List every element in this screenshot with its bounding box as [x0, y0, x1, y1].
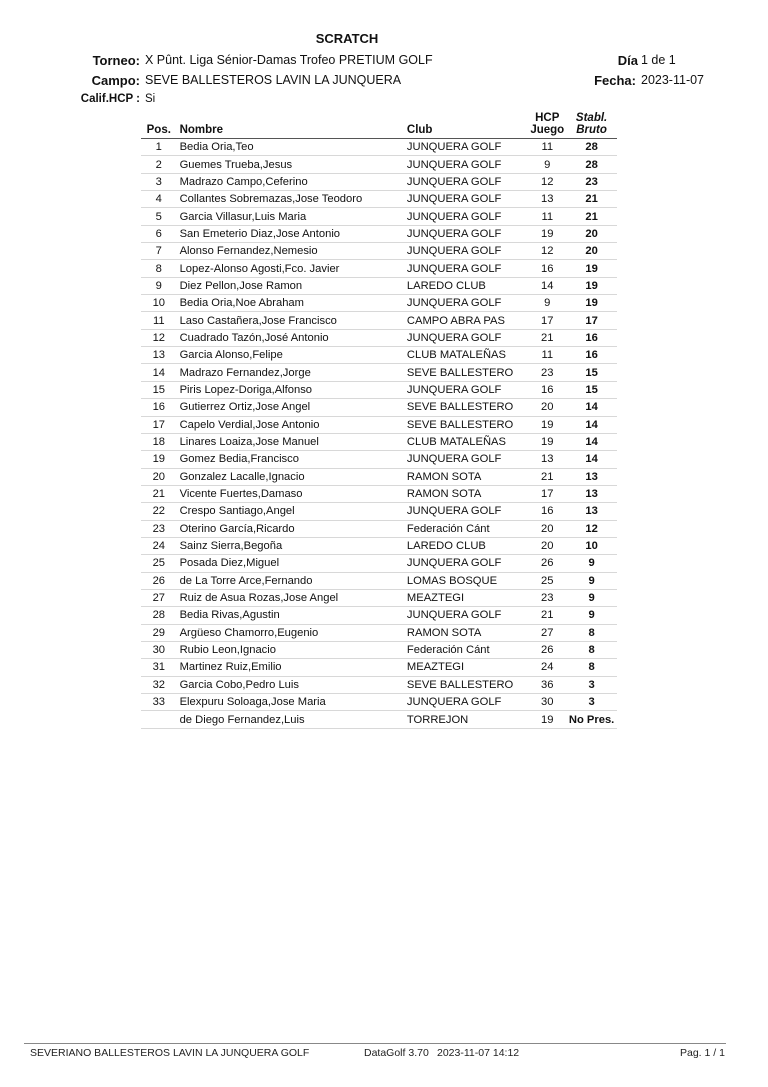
footer-printed: 2023-11-07 14:12 [437, 1047, 520, 1059]
cell-pos: 25 [141, 555, 177, 572]
cell-pos: 23 [141, 520, 177, 537]
header-hcp-line1: HCP [535, 112, 560, 124]
fecha-value: 2023-11-07 [641, 73, 705, 87]
table-row [141, 260, 617, 277]
cell-name: Madrazo Campo,Ceferino [177, 173, 407, 190]
cell-bruto: 3 [566, 694, 617, 711]
cell-club: CLUB MATALEÑAS [407, 433, 528, 450]
table-row [141, 451, 617, 468]
cell-club: LOMAS BOSQUE [407, 572, 528, 589]
cell-bruto: 15 [566, 364, 617, 381]
cell-name: Lopez-Alonso Agosti,Fco. Javier [177, 260, 407, 277]
cell-club: JUNQUERA GOLF [407, 260, 528, 277]
fecha-label: Fecha: [594, 73, 636, 88]
cell-pos: 2 [141, 156, 177, 173]
cell-name: Vicente Fuertes,Damaso [177, 485, 407, 502]
cell-name: Linares Loaiza,Jose Manuel [177, 433, 407, 450]
cell-pos: 12 [141, 329, 177, 346]
cell-pos: 27 [141, 589, 177, 606]
cell-pos: 14 [141, 364, 177, 381]
header-bruto [566, 112, 617, 139]
cell-hcp: 19 [528, 433, 566, 450]
cell-bruto: 19 [566, 277, 617, 294]
calif-hcp-value: Si [145, 93, 156, 105]
cell-name: Gonzalez Lacalle,Ignacio [177, 468, 407, 485]
cell-pos: 29 [141, 624, 177, 641]
cell-pos: 30 [141, 641, 177, 658]
cell-name: Argüeso Chamorro,Eugenio [177, 624, 407, 641]
cell-hcp: 11 [528, 139, 566, 156]
cell-pos: 13 [141, 347, 177, 364]
cell-name: Sainz Sierra,Begoña [177, 537, 407, 554]
cell-club: RAMON SOTA [407, 624, 528, 641]
table-row [141, 485, 617, 502]
cell-hcp: 12 [528, 173, 566, 190]
cell-hcp: 9 [528, 156, 566, 173]
cell-name: Collantes Sobremazas,Jose Teodoro [177, 191, 407, 208]
cell-hcp: 12 [528, 243, 566, 260]
cell-hcp: 21 [528, 607, 566, 624]
cell-bruto: 8 [566, 624, 617, 641]
cell-pos: 32 [141, 676, 177, 693]
cell-bruto: 20 [566, 243, 617, 260]
table-row [141, 208, 617, 225]
cell-name: de La Torre Arce,Fernando [177, 572, 407, 589]
table-row [141, 277, 617, 294]
table-row [141, 676, 617, 693]
cell-bruto: 10 [566, 537, 617, 554]
footer-course: SEVERIANO BALLESTEROS LAVIN LA JUNQUERA GOLF [30, 1047, 310, 1059]
header-bruto-line1: Stabl. [575, 112, 608, 124]
table-row [141, 381, 617, 398]
dia-value: 1 de 1 [641, 53, 676, 67]
cell-pos [141, 711, 177, 728]
cell-name: Posada Diez,Miguel [177, 555, 407, 572]
cell-club: RAMON SOTA [407, 485, 528, 502]
cell-pos: 22 [141, 503, 177, 520]
cell-bruto: 9 [566, 555, 617, 572]
cell-hcp: 14 [528, 277, 566, 294]
table-row [141, 364, 617, 381]
header-club: Club [407, 112, 528, 139]
cell-club: TORREJON [407, 711, 528, 728]
cell-pos: 19 [141, 451, 177, 468]
cell-pos: 20 [141, 468, 177, 485]
cell-hcp: 36 [528, 676, 566, 693]
cell-club: JUNQUERA GOLF [407, 173, 528, 190]
cell-club: JUNQUERA GOLF [407, 156, 528, 173]
cell-bruto: 15 [566, 381, 617, 398]
cell-club: JUNQUERA GOLF [407, 555, 528, 572]
table-row [141, 312, 617, 329]
cell-hcp: 9 [528, 295, 566, 312]
cell-name: Cuadrado Tazón,José Antonio [177, 329, 407, 346]
cell-name: Elexpuru Soloaga,Jose Maria [177, 694, 407, 711]
table-row [141, 191, 617, 208]
cell-pos: 11 [141, 312, 177, 329]
cell-hcp: 30 [528, 694, 566, 711]
cell-club: JUNQUERA GOLF [407, 694, 528, 711]
cell-pos: 1 [141, 139, 177, 156]
cell-club: SEVE BALLESTERO [407, 676, 528, 693]
cell-name: Gutierrez Ortiz,Jose Angel [177, 399, 407, 416]
cell-club: JUNQUERA GOLF [407, 243, 528, 260]
cell-pos: 31 [141, 659, 177, 676]
table-row [141, 139, 617, 156]
cell-club: SEVE BALLESTERO [407, 364, 528, 381]
cell-name: Garcia Alonso,Felipe [177, 347, 407, 364]
table-row [141, 173, 617, 190]
header-nombre: Nombre [177, 112, 407, 139]
cell-pos: 21 [141, 485, 177, 502]
cell-club: JUNQUERA GOLF [407, 451, 528, 468]
cell-club: JUNQUERA GOLF [407, 503, 528, 520]
cell-pos: 15 [141, 381, 177, 398]
cell-bruto: 14 [566, 399, 617, 416]
cell-bruto: 21 [566, 208, 617, 225]
cell-club: JUNQUERA GOLF [407, 329, 528, 346]
cell-name: Ruiz de Asua Rozas,Jose Angel [177, 589, 407, 606]
footer-page: Pag. 1 / 1 [680, 1047, 725, 1059]
table-row [141, 537, 617, 554]
cell-name: Bedia Oria,Teo [177, 139, 407, 156]
cell-hcp: 21 [528, 329, 566, 346]
cell-club: SEVE BALLESTERO [407, 399, 528, 416]
table-row [141, 624, 617, 641]
cell-name: Bedia Rivas,Agustin [177, 607, 407, 624]
cell-name: Capelo Verdial,Jose Antonio [177, 416, 407, 433]
cell-bruto: 20 [566, 225, 617, 242]
table-row [141, 711, 617, 728]
cell-name: Bedia Oria,Noe Abraham [177, 295, 407, 312]
cell-pos: 17 [141, 416, 177, 433]
cell-name: Oterino García,Ricardo [177, 520, 407, 537]
cell-name: Laso Castañera,Jose Francisco [177, 312, 407, 329]
footer-software: DataGolf 3.70 [364, 1047, 429, 1059]
cell-bruto: 12 [566, 520, 617, 537]
cell-club: RAMON SOTA [407, 468, 528, 485]
header-hcp-line2: Juego [530, 124, 565, 136]
cell-club: MEAZTEGI [407, 659, 528, 676]
cell-name: Crespo Santiago,Angel [177, 503, 407, 520]
table-row [141, 589, 617, 606]
cell-bruto: 3 [566, 676, 617, 693]
cell-bruto: 28 [566, 156, 617, 173]
campo-value: SEVE BALLESTEROS LAVIN LA JUNQUERA [145, 73, 402, 87]
table-row [141, 243, 617, 260]
cell-name: Alonso Fernandez,Nemesio [177, 243, 407, 260]
cell-name: Martinez Ruiz,Emilio [177, 659, 407, 676]
table-row [141, 295, 617, 312]
table-row [141, 347, 617, 364]
table-row [141, 659, 617, 676]
table-row [141, 555, 617, 572]
header-hcp [528, 112, 566, 139]
cell-club: CAMPO ABRA PAS [407, 312, 528, 329]
cell-bruto: 14 [566, 451, 617, 468]
table-header-row [141, 112, 617, 139]
cell-hcp: 20 [528, 520, 566, 537]
cell-pos: 24 [141, 537, 177, 554]
cell-club: JUNQUERA GOLF [407, 225, 528, 242]
table-row [141, 399, 617, 416]
table-row [141, 329, 617, 346]
table-row [141, 641, 617, 658]
cell-bruto: 9 [566, 572, 617, 589]
cell-name: San Emeterio Diaz,Jose Antonio [177, 225, 407, 242]
cell-bruto: 9 [566, 607, 617, 624]
cell-hcp: 27 [528, 624, 566, 641]
cell-pos: 16 [141, 399, 177, 416]
cell-hcp: 23 [528, 364, 566, 381]
cell-name: de Diego Fernandez,Luis [177, 711, 407, 728]
cell-pos: 33 [141, 694, 177, 711]
cell-bruto: 28 [566, 139, 617, 156]
cell-bruto: 16 [566, 329, 617, 346]
cell-bruto: 8 [566, 659, 617, 676]
cell-name: Garcia Villasur,Luis Maria [177, 208, 407, 225]
cell-hcp: 21 [528, 468, 566, 485]
cell-club: LAREDO CLUB [407, 537, 528, 554]
cell-hcp: 26 [528, 555, 566, 572]
torneo-value: X Pûnt. Liga Sénior-Damas Trofeo PRETIUM GOLF [145, 53, 433, 67]
cell-bruto: 14 [566, 433, 617, 450]
cell-hcp: 26 [528, 641, 566, 658]
cell-pos: 5 [141, 208, 177, 225]
cell-bruto: 23 [566, 173, 617, 190]
cell-club: Federación Cánt [407, 520, 528, 537]
results-body [141, 139, 617, 729]
cell-name: Garcia Cobo,Pedro Luis [177, 676, 407, 693]
cell-club: SEVE BALLESTERO [407, 416, 528, 433]
cell-club: JUNQUERA GOLF [407, 208, 528, 225]
cell-hcp: 16 [528, 260, 566, 277]
cell-club: LAREDO CLUB [407, 277, 528, 294]
cell-hcp: 20 [528, 399, 566, 416]
cell-hcp: 16 [528, 381, 566, 398]
table-row [141, 572, 617, 589]
cell-name: Piris Lopez-Doriga,Alfonso [177, 381, 407, 398]
cell-name: Guemes Trueba,Jesus [177, 156, 407, 173]
cell-name: Madrazo Fernandez,Jorge [177, 364, 407, 381]
cell-pos: 9 [141, 277, 177, 294]
cell-bruto: 13 [566, 485, 617, 502]
cell-club: JUNQUERA GOLF [407, 295, 528, 312]
table-row [141, 607, 617, 624]
cell-pos: 26 [141, 572, 177, 589]
cell-name: Diez Pellon,Jose Ramon [177, 277, 407, 294]
header-pos: Pos. [141, 112, 177, 139]
table-row [141, 156, 617, 173]
cell-bruto: 14 [566, 416, 617, 433]
cell-bruto: 13 [566, 468, 617, 485]
cell-pos: 18 [141, 433, 177, 450]
campo-label: Campo: [91, 73, 140, 88]
table-row [141, 225, 617, 242]
cell-hcp: 11 [528, 347, 566, 364]
calif-hcp-label: Calif.HCP : [80, 93, 140, 105]
cell-hcp: 16 [528, 503, 566, 520]
cell-pos: 8 [141, 260, 177, 277]
footer-divider [24, 1043, 726, 1044]
torneo-label: Torneo: [92, 53, 140, 68]
table-row [141, 433, 617, 450]
cell-bruto: 19 [566, 260, 617, 277]
cell-club: Federación Cánt [407, 641, 528, 658]
cell-club: MEAZTEGI [407, 589, 528, 606]
cell-bruto: 19 [566, 295, 617, 312]
cell-bruto: 9 [566, 589, 617, 606]
dia-label: Día [617, 53, 638, 68]
cell-hcp: 13 [528, 191, 566, 208]
cell-pos: 28 [141, 607, 177, 624]
table-row [141, 503, 617, 520]
cell-hcp: 11 [528, 208, 566, 225]
cell-bruto: 16 [566, 347, 617, 364]
cell-pos: 4 [141, 191, 177, 208]
cell-pos: 10 [141, 295, 177, 312]
cell-pos: 6 [141, 225, 177, 242]
table-row [141, 520, 617, 537]
cell-club: JUNQUERA GOLF [407, 607, 528, 624]
cell-hcp: 20 [528, 537, 566, 554]
cell-bruto: 21 [566, 191, 617, 208]
cell-hcp: 19 [528, 225, 566, 242]
cell-hcp: 13 [528, 451, 566, 468]
cell-hcp: 24 [528, 659, 566, 676]
cell-pos: 3 [141, 173, 177, 190]
cell-name: Gomez Bedia,Francisco [177, 451, 407, 468]
cell-hcp: 19 [528, 416, 566, 433]
cell-hcp: 23 [528, 589, 566, 606]
results-table [141, 112, 617, 729]
cell-club: JUNQUERA GOLF [407, 381, 528, 398]
cell-club: CLUB MATALEÑAS [407, 347, 528, 364]
header-bruto-line2: Bruto [576, 124, 607, 136]
cell-pos: 7 [141, 243, 177, 260]
cell-hcp: 17 [528, 312, 566, 329]
cell-bruto: 17 [566, 312, 617, 329]
cell-name: Rubio Leon,Ignacio [177, 641, 407, 658]
report-title: SCRATCH [315, 31, 379, 46]
cell-bruto: 13 [566, 503, 617, 520]
cell-hcp: 19 [528, 711, 566, 728]
cell-club: JUNQUERA GOLF [407, 191, 528, 208]
cell-hcp: 25 [528, 572, 566, 589]
cell-bruto: No Pres. [566, 711, 617, 728]
cell-hcp: 17 [528, 485, 566, 502]
table-row [141, 694, 617, 711]
cell-bruto: 8 [566, 641, 617, 658]
cell-club: JUNQUERA GOLF [407, 139, 528, 156]
table-row [141, 416, 617, 433]
table-row [141, 468, 617, 485]
